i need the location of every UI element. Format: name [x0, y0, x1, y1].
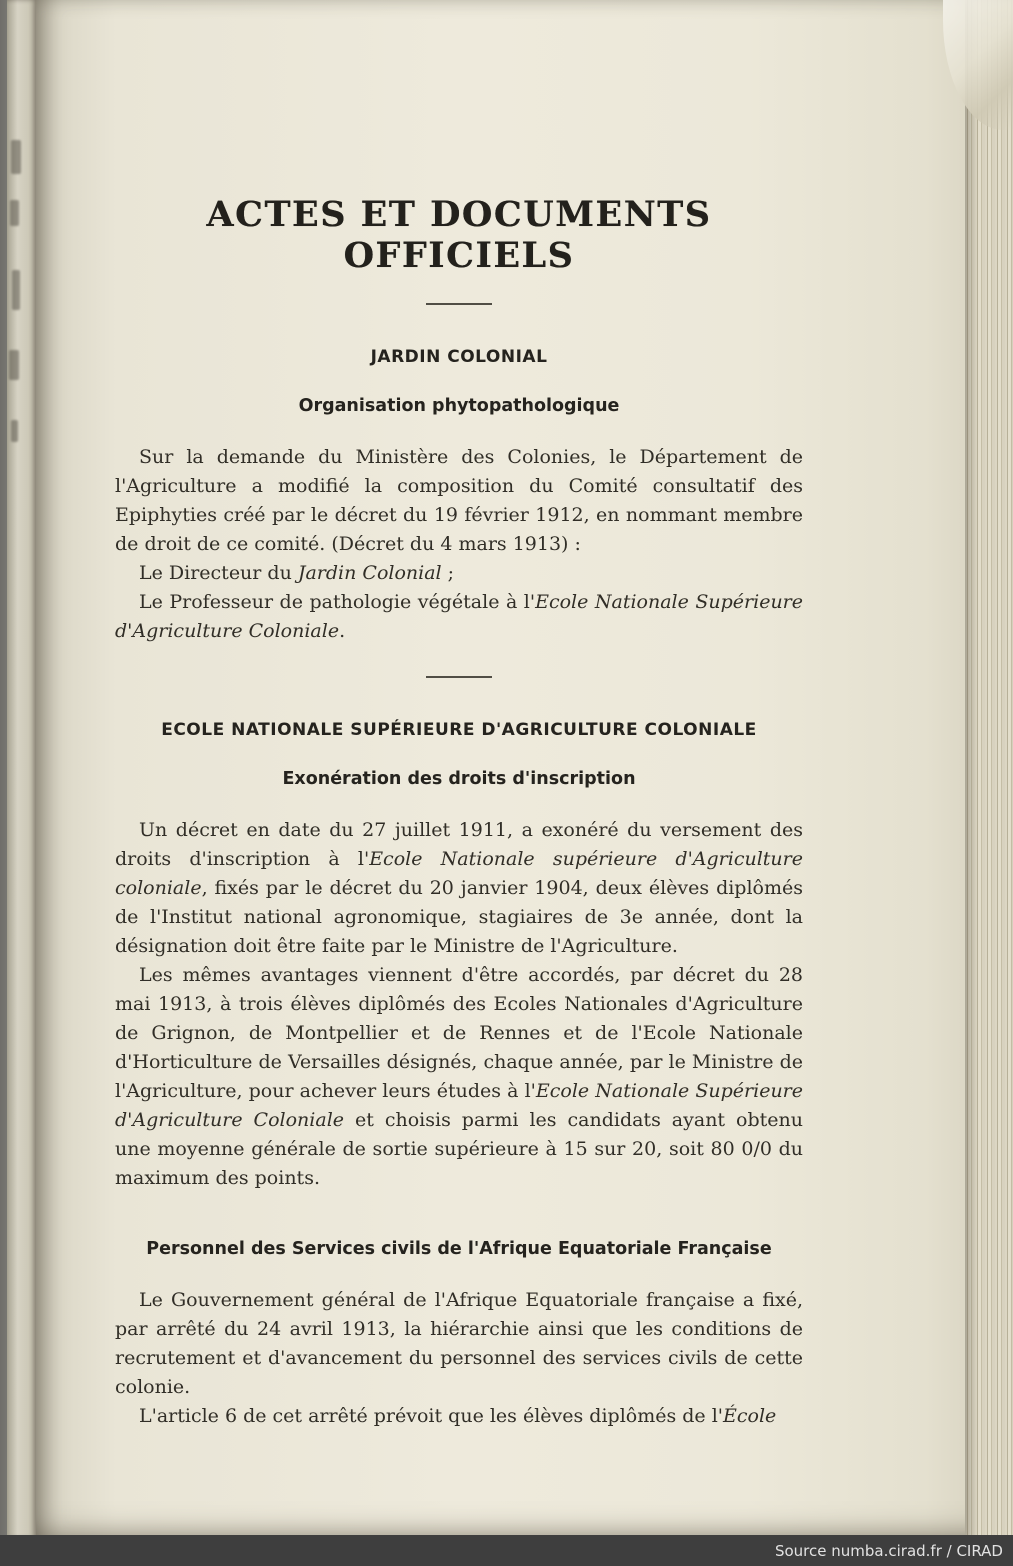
paragraph-segment: et choisis parmi les candidats ayant obtenu une moyenne générale de sortie supérieure à 15 sur 20, soit 80 0/0 du maximum des points. — [115, 1109, 803, 1189]
section-heading-ecole-nationale: ECOLE NATIONALE SUPÉRIEURE D'AGRICULTURE COLONIALE — [161, 720, 757, 740]
source-bar — [0, 1535, 1013, 1566]
paragraph: Le Gouvernement général de l'Afrique Equatoriale française a fixé, par arrêté du 24 avril 1913, la hiérarchie ainsi que les conditions de recrutement et d'avancement du personnel des services civils de cette colonie. — [115, 1289, 803, 1398]
scan-artifacts — [9, 120, 31, 620]
section-divider-rule — [426, 676, 492, 678]
page-title: ACTES ET DOCUMENTS OFFICIELS — [206, 194, 712, 276]
page-content — [115, 0, 803, 1431]
title-divider-rule — [426, 303, 492, 305]
paragraph-segment: . — [339, 620, 346, 642]
paragraph-segment-italic: Ecole Nationale supérieure d'Agriculture coloniale — [115, 848, 803, 899]
subheading-organisation-phytopathologique: Organisation phytopathologique — [298, 396, 620, 416]
paragraph-segment-italic: École — [723, 1405, 777, 1427]
paragraph-segment-italic: Jardin Colonial — [297, 562, 442, 584]
paragraph — [115, 816, 803, 961]
book-page-paper — [36, 0, 982, 1538]
paragraph-segment-italic: Ecole Nationale Supérieure d'Agriculture Coloniale — [115, 591, 804, 642]
subheading-exoneration: Exonération des droits d'inscription — [282, 769, 636, 789]
paragraph: Sur la demande du Ministère des Colonies, le Département de l'Agriculture a modifié la composition du Comité consultatif des Epiphyties créé par le décret du 19 février 1912, en nommant membre de droit de ce comité. (Décret du 4 mars 1913) : — [115, 446, 803, 555]
paragraph-segment: Les mêmes avantages viennent d'être accordés, par décret du 28 mai 1913, à trois élèves diplômés des Ecoles Nationales d'Agriculture de Grignon, de Montpellier et de Rennes et de l'Ecole Nationale d'Horticulture de Versailles désignés, chaque année, par le Ministre de l'Agriculture, pour achever leurs études à l' — [115, 964, 803, 1102]
source-credit: Source numba.cirad.fr / CIRAD — [774, 1541, 1003, 1560]
scan-artifact — [10, 200, 19, 226]
section-heading-jardin-colonial: JARDIN COLONIAL — [370, 347, 548, 367]
paragraph-segment: Un décret en date du 27 juillet 1911, a exonéré du versement des droits d'inscription à l' — [115, 819, 803, 870]
paragraph — [115, 588, 803, 646]
scan-artifact — [12, 270, 20, 310]
scan-artifact — [11, 420, 18, 442]
paragraph-segment: ; — [441, 562, 455, 584]
scan-artifact — [11, 140, 21, 174]
scan-artifact — [9, 350, 19, 380]
right-page-stack-edges — [965, 0, 1013, 1566]
paragraph — [115, 559, 803, 588]
paragraph-segment: L'article 6 de cet arrêté prévoit que les élèves diplômés de l' — [139, 1405, 724, 1427]
paragraph — [115, 1402, 803, 1431]
paragraph-segment: , fixés par le décret du 20 janvier 1904, deux élèves diplômés de l'Institut national agronomique, stagiaires de 3e année, dont la désignation doit être faite par le Ministre de l'Agriculture. — [115, 877, 803, 957]
subheading-personnel-services-civils: Personnel des Services civils de l'Afrique Equatoriale Française — [146, 1239, 772, 1259]
paragraph-segment: Le Professeur de pathologie végétale à l' — [139, 591, 536, 613]
paragraph-segment: Le Directeur du — [139, 562, 298, 584]
paragraph-segment-italic: Ecole Nationale Supérieure d'Agriculture Coloniale — [115, 1080, 804, 1131]
paragraph — [115, 961, 803, 1193]
